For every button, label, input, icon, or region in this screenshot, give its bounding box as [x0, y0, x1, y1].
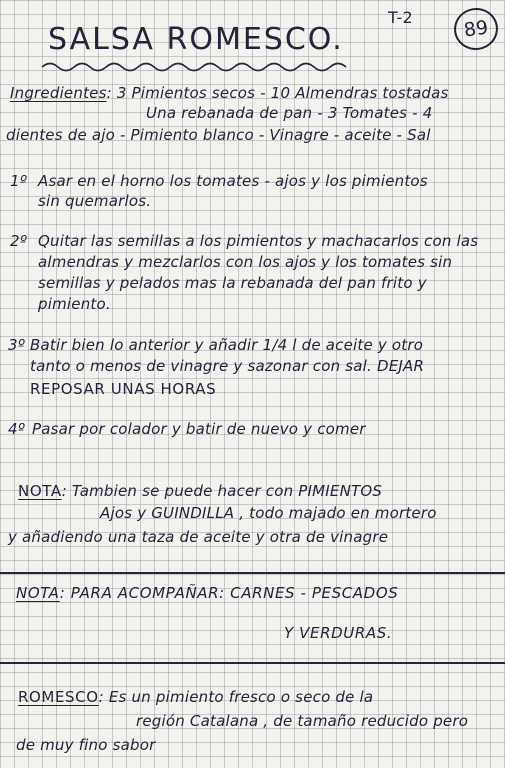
- step-1-line-1: Asar en el horno los tomates - ajos y los pimientos: [38, 172, 428, 190]
- step-2-line-1: Quitar las semillas a los pimientos y machacarlos con las: [38, 232, 479, 250]
- step-4-number: 4º: [8, 420, 26, 438]
- step-2-line-3: semillas y pelados mas la rebanada del pan frito y: [38, 274, 427, 292]
- ingredients-line-3: dientes de ajo - Pimiento blanco - Vinagre - aceite - Sal: [6, 126, 431, 144]
- step-2-line-4: pimiento.: [38, 295, 111, 313]
- step-2-line-2: almendras y mezclarlos con los ajos y los tomates sin: [38, 253, 453, 271]
- page-number-circle: 89: [451, 5, 500, 53]
- divider-line-1: [0, 572, 505, 574]
- nota-1-line-2: Ajos y GUINDILLA , todo majado en mortero: [100, 504, 437, 522]
- nota-1-label: NOTA: [18, 482, 62, 500]
- nota-1-line-3: y añadiendo una taza de aceite y otra de vinagre: [8, 528, 389, 546]
- step-1-number: 1º: [10, 172, 28, 190]
- step-3-line-1: Batir bien lo anterior y añadir 1/4 l de aceite y otro: [30, 336, 424, 354]
- page-code: T-2: [388, 8, 413, 27]
- nota-2-line-2: Y VERDURAS.: [284, 624, 393, 642]
- step-3-line-3: REPOSAR UNAS HORAS: [30, 380, 217, 398]
- recipe-title-dot: .: [332, 22, 344, 57]
- romesco-text-1: : Es un pimiento fresco o seco de la: [98, 688, 374, 706]
- step-3-number: 3º: [8, 336, 26, 354]
- recipe-title: [48, 22, 344, 57]
- ingredients-label: Ingredientes: [10, 84, 107, 102]
- romesco-line-3: de muy fino sabor: [16, 736, 156, 754]
- romesco-line-1: [18, 688, 373, 706]
- ingredients-line-2: Una rebanada de pan - 3 Tomates - 4: [146, 104, 433, 122]
- divider-line-2: [0, 662, 505, 664]
- nota-1-line-1: [18, 482, 382, 500]
- step-3-line-2: tanto o menos de vinagre y sazonar con sal. DEJAR: [30, 357, 425, 375]
- nota-1-text-1: : Tambien se puede hacer con PIMIENTOS: [61, 482, 383, 500]
- step-2-number: 2º: [10, 232, 28, 250]
- recipe-title-text: SALSA ROMESCO: [48, 22, 333, 57]
- romesco-line-2: región Catalana , de tamaño reducido pero: [136, 712, 469, 730]
- nota-2-label: NOTA: [16, 584, 60, 602]
- step-1-line-2: sin quemarlos.: [38, 192, 152, 210]
- ingredients-text-1: : 3 Pimientos secos - 10 Almendras tostadas: [106, 84, 449, 102]
- nota-2-line-1: [16, 584, 398, 602]
- title-wavy-underline: [40, 60, 360, 74]
- ingredients-line-1: [10, 84, 449, 102]
- step-4-line-1: Pasar por colador y batir de nuevo y comer: [32, 420, 366, 438]
- romesco-label: ROMESCO: [18, 688, 99, 706]
- nota-2-text-1: : PARA ACOMPAÑAR: CARNES - PESCADOS: [59, 584, 399, 602]
